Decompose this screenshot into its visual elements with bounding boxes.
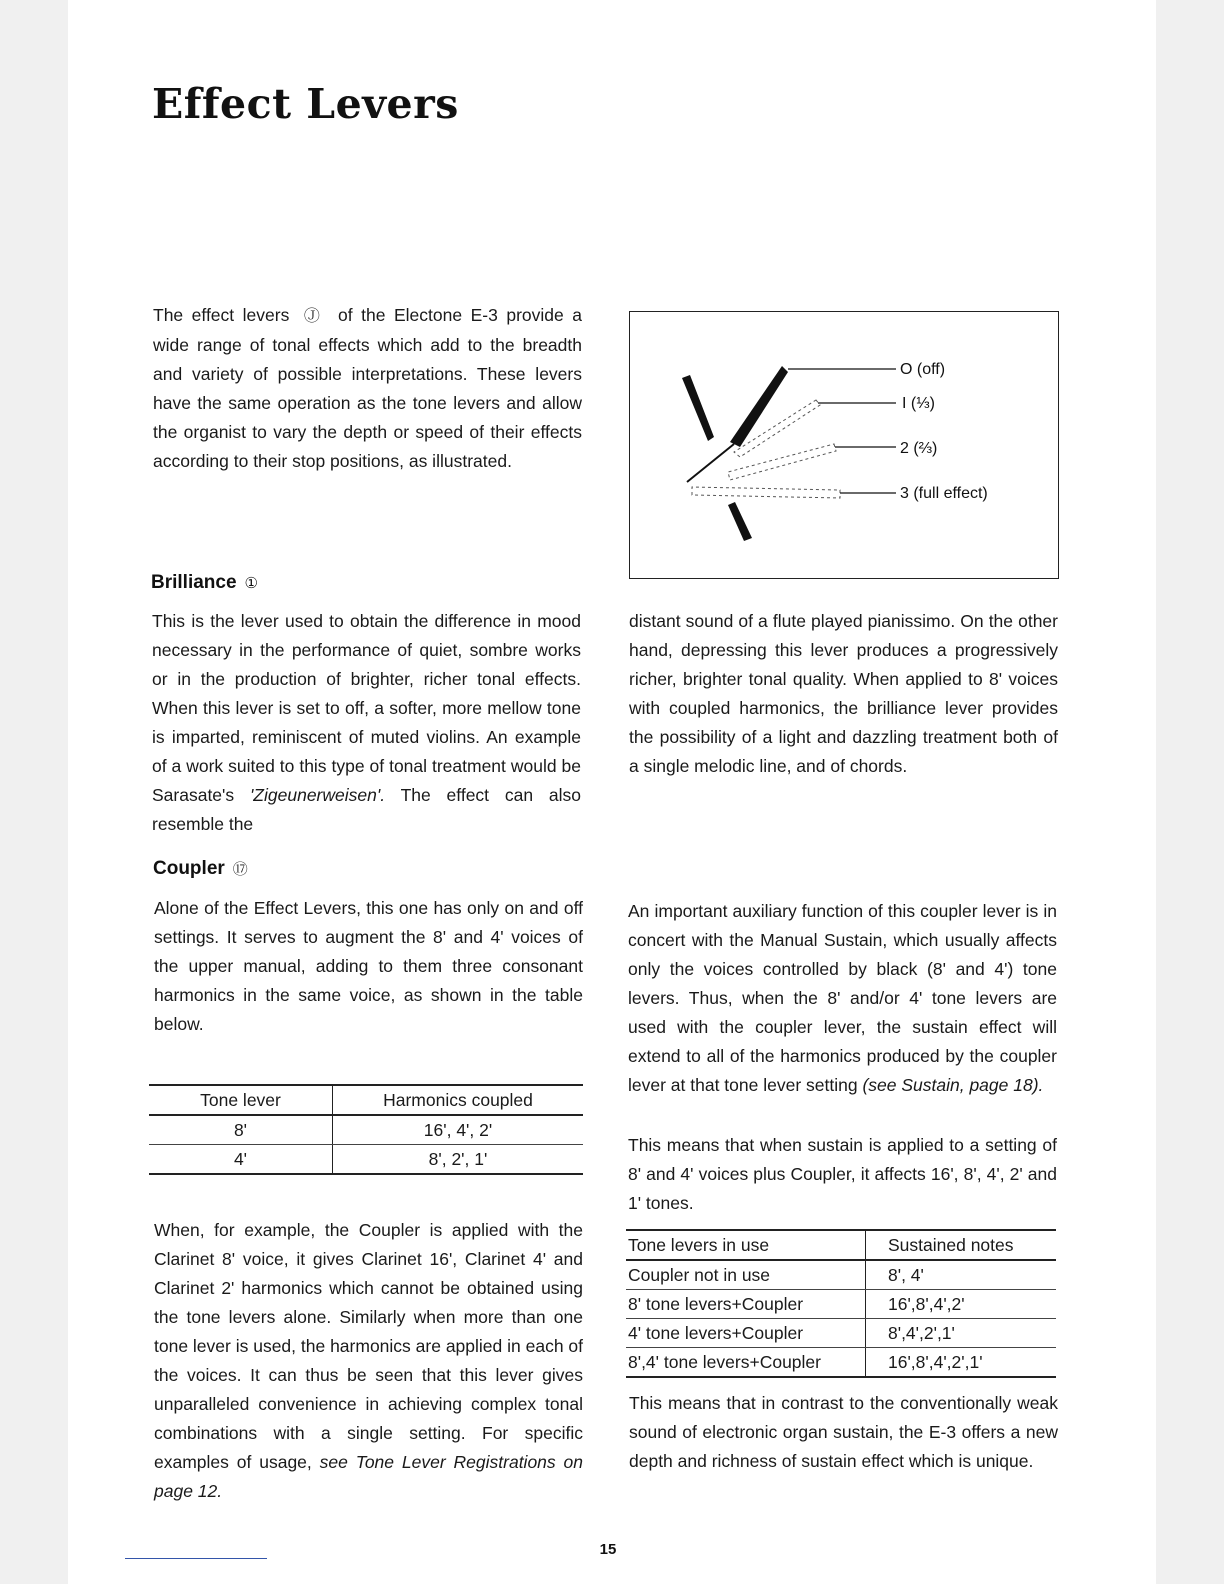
- harmonics-table: [149, 1084, 583, 1175]
- coupler-paragraph-4: This means that when sustain is applied to a setting of 8' and 4' voices plus Coupler, it affects 16', 8', 4', 2' and 1' tones.: [628, 1135, 1057, 1213]
- position-label-one-third: I (⅓): [902, 395, 935, 412]
- table-cell: 16',8',4',2',1': [888, 1351, 983, 1372]
- table-cell: 8', 2', 1': [428, 1148, 488, 1169]
- coupler-marker: ⑰: [232, 861, 248, 878]
- lever-ghost-3: [692, 487, 840, 498]
- harmonics-table-wrapper: [149, 1084, 583, 1175]
- coupler-paragraph-2: [154, 1216, 583, 1506]
- table-header-row: [149, 1085, 583, 1115]
- brilliance-paragraph-right: distant sound of a flute played pianissimo. On the other hand, depressing this lever produces a progressively richer, brighter tonal quality. When applied to 8' voices with coupled harmonics, the brilliance lever provides the possibility of a light and dazzling treatment both of a single melodic line, and of chords.: [629, 611, 1058, 776]
- intro-text-end: of the Electone E-3 provide a wide range of tonal effects which add to the breadth and variety of possible interpretations. These levers have the same operation as the tone levers and allow the organist to vary the depth or speed of their effects according to their stop positions, as illustrated.: [153, 305, 582, 471]
- brilliance-text-end: The effect can also resemble the: [152, 785, 582, 834]
- brilliance-paragraph-left: [152, 607, 581, 839]
- table-header: Tone levers in use: [626, 1230, 866, 1260]
- lever-diagram-svg: [630, 312, 1058, 578]
- table-row: [149, 1145, 583, 1175]
- page-number: 15: [599, 1541, 617, 1558]
- table-header: Sustained notes: [866, 1230, 1057, 1260]
- lever-ghost-2: [728, 444, 836, 480]
- page-title: Effect Levers: [152, 80, 459, 128]
- position-label-off: O (off): [900, 361, 946, 378]
- table-cell: 16',8',4',2': [866, 1290, 1057, 1319]
- table-row: [149, 1115, 583, 1145]
- brilliance-heading: [151, 572, 258, 594]
- lever-off-position: [730, 366, 788, 447]
- table-row: [626, 1319, 1056, 1348]
- table-header: Tone lever: [149, 1085, 333, 1115]
- sustain-table: [626, 1229, 1056, 1378]
- table-cell: Coupler not in use: [626, 1260, 866, 1290]
- coupler-heading-text: Coupler: [153, 858, 225, 879]
- table-row: [626, 1348, 1056, 1378]
- position-label-full: 3 (full effect): [900, 485, 988, 502]
- lever-bracket-upper: [682, 375, 714, 441]
- table-cell: 8' tone levers+Coupler: [626, 1290, 866, 1319]
- lever-bracket-lower: [728, 502, 752, 541]
- table-header-row: [626, 1230, 1056, 1260]
- sustain-table-wrapper: [626, 1229, 1056, 1378]
- table-cell: 8',4' tone levers+Coupler: [626, 1348, 866, 1378]
- coupler-paragraph-1: Alone of the Effect Levers, this one has only on and off settings. It serves to augment the 8' and 4' voices of the upper manual, adding to them three consonant harmonics in the same voice, as shown in the table below.: [154, 898, 583, 1034]
- lever-position-diagram: [629, 311, 1059, 579]
- coupler-para3-text: An important auxiliary function of this coupler lever is in concert with the Manual Sustain, which usually affects only the voices controlled by black (8' and 4') tone levers. Thus, when the 8' and/or 4' tone levers are used with the coupler lever, the sustain effect will extend to all of the harmonics produced by the coupler lever at that tone lever setting: [628, 901, 1057, 1095]
- brilliance-text-start: This is the lever used to obtain the difference in mood necessary in the performance of quiet, sombre works or in the production of brighter, richer tonal effects. When this lever is set to off, a softer, more mellow tone is imparted, reminiscent of muted violins. An example of a work suited to this type of tonal treatment would be Sarasate's: [152, 611, 581, 805]
- table-row: [626, 1260, 1056, 1290]
- brilliance-marker: ①: [244, 575, 258, 592]
- position-label-two-thirds: 2 (⅔): [900, 440, 938, 457]
- coupler-heading: [153, 858, 248, 880]
- table-header: Harmonics coupled: [333, 1085, 584, 1115]
- coupler-para2-text: When, for example, the Coupler is applied with the Clarinet 8' voice, it gives Clarinet 16', Clarinet 4' and Clarinet 2' harmonics which cannot be obtained using the tone levers alone. Similarly when more than one tone lever is used, the harmonics are applied in each of the voices. It can thus be seen that this lever gives unparalleled convenience in achieving complex tonal combinations with a single setting. For specific examples of usage,: [154, 1220, 584, 1472]
- lever-stem: [687, 444, 734, 482]
- intro-paragraph: [153, 301, 582, 476]
- table-row: [626, 1290, 1056, 1319]
- table-cell: 4' tone levers+Coupler: [626, 1319, 866, 1348]
- footer-rule: [125, 1558, 267, 1559]
- table-cell: 8', 4': [866, 1260, 1057, 1290]
- coupler-para3-reference: (see Sustain, page 18).: [862, 1075, 1044, 1095]
- coupler-paragraph-3: [628, 897, 1057, 1100]
- table-cell: 4': [149, 1145, 333, 1175]
- coupler-para2-reference: see Tone Lever Registrations on page 12.: [154, 1452, 583, 1501]
- effect-lever-marker: Ⓙ: [303, 308, 324, 325]
- intro-text-start: The effect levers: [153, 305, 290, 325]
- manual-page: [68, 0, 1156, 1584]
- table-cell: 16', 4', 2': [333, 1115, 584, 1145]
- coupler-paragraph-5: This means that in contrast to the conventionally weak sound of electronic organ sustain, the E-3 offers a new depth and richness of sustain effect which is unique.: [629, 1393, 1058, 1471]
- brilliance-heading-text: Brilliance: [151, 572, 237, 593]
- table-cell: 8',4',2',1': [866, 1319, 1057, 1348]
- brilliance-work-title: 'Zigeunerweisen'.: [249, 785, 386, 805]
- table-cell: 8': [149, 1115, 333, 1145]
